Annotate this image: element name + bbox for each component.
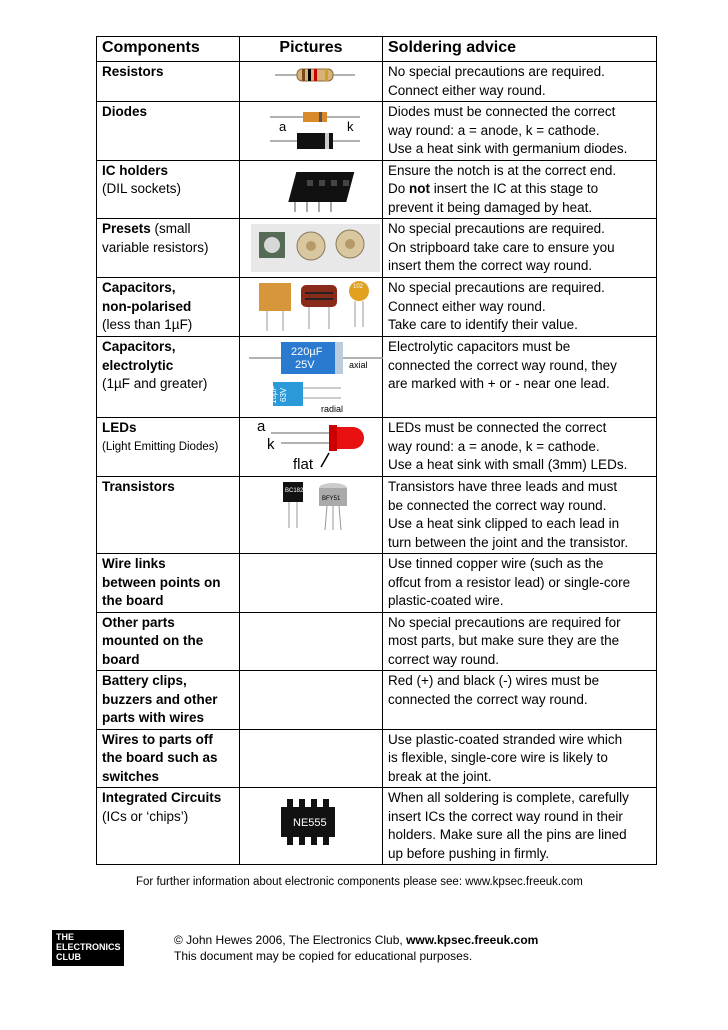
- electrolytic-capacitor-icon: [245, 338, 386, 416]
- component-name-2: electrolytic: [102, 357, 174, 373]
- row-capacitors-electrolytic: [97, 337, 657, 418]
- row-ic-holders: [97, 160, 657, 219]
- advice-line: Use a heat sink with germanium diodes.: [388, 141, 628, 156]
- component-name-3: board: [102, 651, 140, 667]
- component-sub: (less than 1µF): [102, 317, 193, 332]
- advice-line: prevent it being damaged by heat.: [388, 199, 593, 215]
- advice-line: offcut from a resistor lead) or single-core: [388, 574, 631, 590]
- advice-bold: not: [409, 181, 431, 196]
- resistor-icon: [245, 63, 386, 99]
- advice-line: Ensure the notch is at the correct end.: [388, 162, 617, 178]
- preset-picture: [240, 219, 383, 278]
- component-sub: (1µF and greater): [102, 376, 208, 391]
- advice-line: way round: a = anode, k = cathode.: [388, 438, 600, 454]
- advice-line: break at the joint.: [388, 768, 492, 784]
- advice-line: Use a heat sink with small (3mm) LEDs.: [388, 457, 628, 472]
- component-name-3: the board: [102, 593, 164, 608]
- advice-line: On stripboard take care to ensure you: [388, 239, 615, 255]
- header-advice: Soldering advice: [383, 37, 657, 62]
- transistor-2-label: BFY51: [322, 496, 341, 502]
- row-wire-links: [97, 554, 657, 613]
- advice-line: most parts, but make sure they are the: [388, 633, 620, 648]
- components-table: [96, 36, 657, 865]
- component-name: Integrated Circuits: [102, 790, 222, 805]
- advice-line: Use a heat sink clipped to each lead in: [388, 516, 620, 531]
- advice-line: No special precautions are required for: [388, 614, 621, 630]
- advice-line: Diodes must be connected the correct: [388, 104, 616, 119]
- advice-line: correct way round.: [388, 651, 500, 667]
- advice-line: [388, 180, 651, 199]
- component-name: Resistors: [102, 64, 164, 79]
- advice-line: up before pushing in firmly.: [388, 845, 550, 861]
- component-name-3: switches: [102, 768, 160, 784]
- empty-picture: [240, 729, 383, 788]
- component-name: Wires to parts off: [102, 731, 213, 747]
- electrolytic-picture: [240, 337, 383, 418]
- anode-label: a: [279, 119, 287, 134]
- row-resistors: [97, 62, 657, 102]
- cathode-label: k: [267, 436, 275, 453]
- advice-line: Red (+) and black (-) wires must be: [388, 673, 600, 688]
- row-transistors: [97, 477, 657, 554]
- component-name-2: mounted on the: [102, 633, 204, 648]
- electronics-club-logo: [52, 930, 124, 966]
- advice-line: connected the correct way round.: [388, 691, 588, 707]
- row-presets: [97, 219, 657, 278]
- component-sub: (Light Emitting Diodes): [102, 440, 219, 453]
- advice-line: is flexible, single-core wire is likely to: [388, 750, 608, 765]
- advice-line: Use tinned copper wire (such as the: [388, 556, 604, 571]
- advice-line: holders. Make sure all the pins are lined: [388, 827, 627, 842]
- ic-picture: [240, 788, 383, 865]
- capacitor-code: 102: [353, 284, 364, 290]
- capacitor-picture: [240, 278, 383, 337]
- component-name: Battery clips,: [102, 673, 187, 688]
- logo-line: CLUB: [56, 952, 81, 962]
- transistor-icon: [245, 478, 386, 550]
- advice-line: No special precautions are required.: [388, 280, 605, 295]
- component-name-2: buzzers and other: [102, 691, 218, 707]
- advice-line: No special precautions are required.: [388, 221, 605, 236]
- copyright-notice: [174, 932, 538, 964]
- component-name-2: the board such as: [102, 750, 218, 765]
- component-name: LEDs: [102, 420, 137, 435]
- component-name: Capacitors,: [102, 280, 176, 295]
- dil-socket-icon: [245, 162, 386, 216]
- header-pictures: Pictures: [240, 37, 383, 62]
- anode-label: a: [257, 419, 266, 435]
- radial-label: radial: [321, 404, 344, 414]
- row-diodes: [97, 102, 657, 161]
- ic-holder-picture: [240, 160, 383, 219]
- led-picture: [240, 418, 383, 477]
- component-sub: (DIL sockets): [102, 181, 182, 196]
- advice-line: insert ICs the correct way round in their: [388, 808, 623, 824]
- resistor-picture: [240, 62, 383, 102]
- component-name: Wire links: [102, 556, 166, 571]
- copyright-text: © John Hewes 2006, The Electronics Club,: [174, 933, 407, 947]
- advice-line: No special precautions are required.: [388, 64, 605, 79]
- cathode-label: k: [347, 119, 354, 134]
- advice-line: Connect either way round.: [388, 298, 546, 314]
- flat-label: flat: [293, 456, 314, 473]
- advice-line: are marked with + or - near one lead.: [388, 376, 610, 391]
- empty-picture: [240, 554, 383, 613]
- advice-line: turn between the joint and the transistor.: [388, 534, 629, 550]
- capacitor-icon: [245, 279, 386, 335]
- preset-icon: [245, 220, 386, 276]
- component-sub: (ICs or ‘chips’): [102, 808, 189, 824]
- component-sub: variable resistors): [102, 239, 209, 255]
- component-name-2: non-polarised: [102, 298, 192, 314]
- advice-line: connected the correct way round, they: [388, 357, 617, 373]
- led-icon: [245, 419, 386, 475]
- component-name-3: parts with wires: [102, 710, 205, 725]
- advice-line: When all soldering is complete, carefully: [388, 790, 629, 805]
- advice-line: Transistors have three leads and must: [388, 479, 618, 494]
- advice-line: Take care to identify their value.: [388, 317, 578, 332]
- diode-picture: [240, 102, 383, 161]
- diode-icon: [245, 103, 386, 157]
- component-name: Transistors: [102, 479, 175, 494]
- transistor-1-label: BC182: [285, 488, 304, 494]
- row-wires-off-board: [97, 729, 657, 788]
- logo-line: ELECTRONICS: [56, 942, 121, 952]
- copyright-line-2: This document may be copied for educational purposes.: [174, 949, 473, 963]
- row-integrated-circuits: [97, 788, 657, 865]
- advice-line: plastic-coated wire.: [388, 593, 504, 608]
- chip-label: NE555: [293, 817, 327, 829]
- radial-voltage: 63V: [279, 387, 288, 402]
- transistor-picture: [240, 477, 383, 554]
- logo-line: THE: [56, 932, 74, 942]
- row-leds: [97, 418, 657, 477]
- advice-pre: Do: [388, 181, 410, 196]
- advice-line: Use plastic-coated stranded wire which: [388, 731, 623, 747]
- component-sub-inline: (small: [150, 221, 191, 236]
- advice-post: insert the IC at this stage to: [430, 181, 599, 196]
- cap-value: 220µF: [291, 346, 323, 358]
- component-name: Other parts: [102, 614, 175, 630]
- radial-value: 10µF: [269, 385, 278, 404]
- further-info-note: For further information about electronic components please see: www.kpsec.freeuk.com: [136, 876, 583, 888]
- advice-line: way round: a = anode, k = cathode.: [388, 122, 600, 138]
- component-name: Presets: [102, 221, 151, 236]
- component-name: IC holders: [102, 162, 169, 178]
- row-other-parts: [97, 612, 657, 671]
- header-components: Components: [97, 37, 240, 62]
- advice-line: Connect either way round.: [388, 82, 546, 98]
- copyright-link[interactable]: www.kpsec.freeuk.com: [406, 933, 539, 947]
- component-name: Diodes: [102, 104, 148, 119]
- advice-line: insert them the correct way round.: [388, 258, 593, 273]
- ic-chip-icon: [245, 789, 386, 861]
- row-capacitors-non-polarised: [97, 278, 657, 337]
- component-name-2: between points on: [102, 574, 221, 590]
- row-battery-clips: [97, 671, 657, 730]
- axial-label: axial: [349, 360, 368, 370]
- empty-picture: [240, 671, 383, 730]
- empty-picture: [240, 612, 383, 671]
- header-row: [97, 37, 657, 62]
- advice-line: LEDs must be connected the correct: [388, 420, 607, 435]
- cap-voltage: 25V: [295, 359, 315, 371]
- component-name: Capacitors,: [102, 339, 176, 354]
- advice-line: be connected the correct way round.: [388, 497, 607, 513]
- advice-line: Electrolytic capacitors must be: [388, 339, 571, 354]
